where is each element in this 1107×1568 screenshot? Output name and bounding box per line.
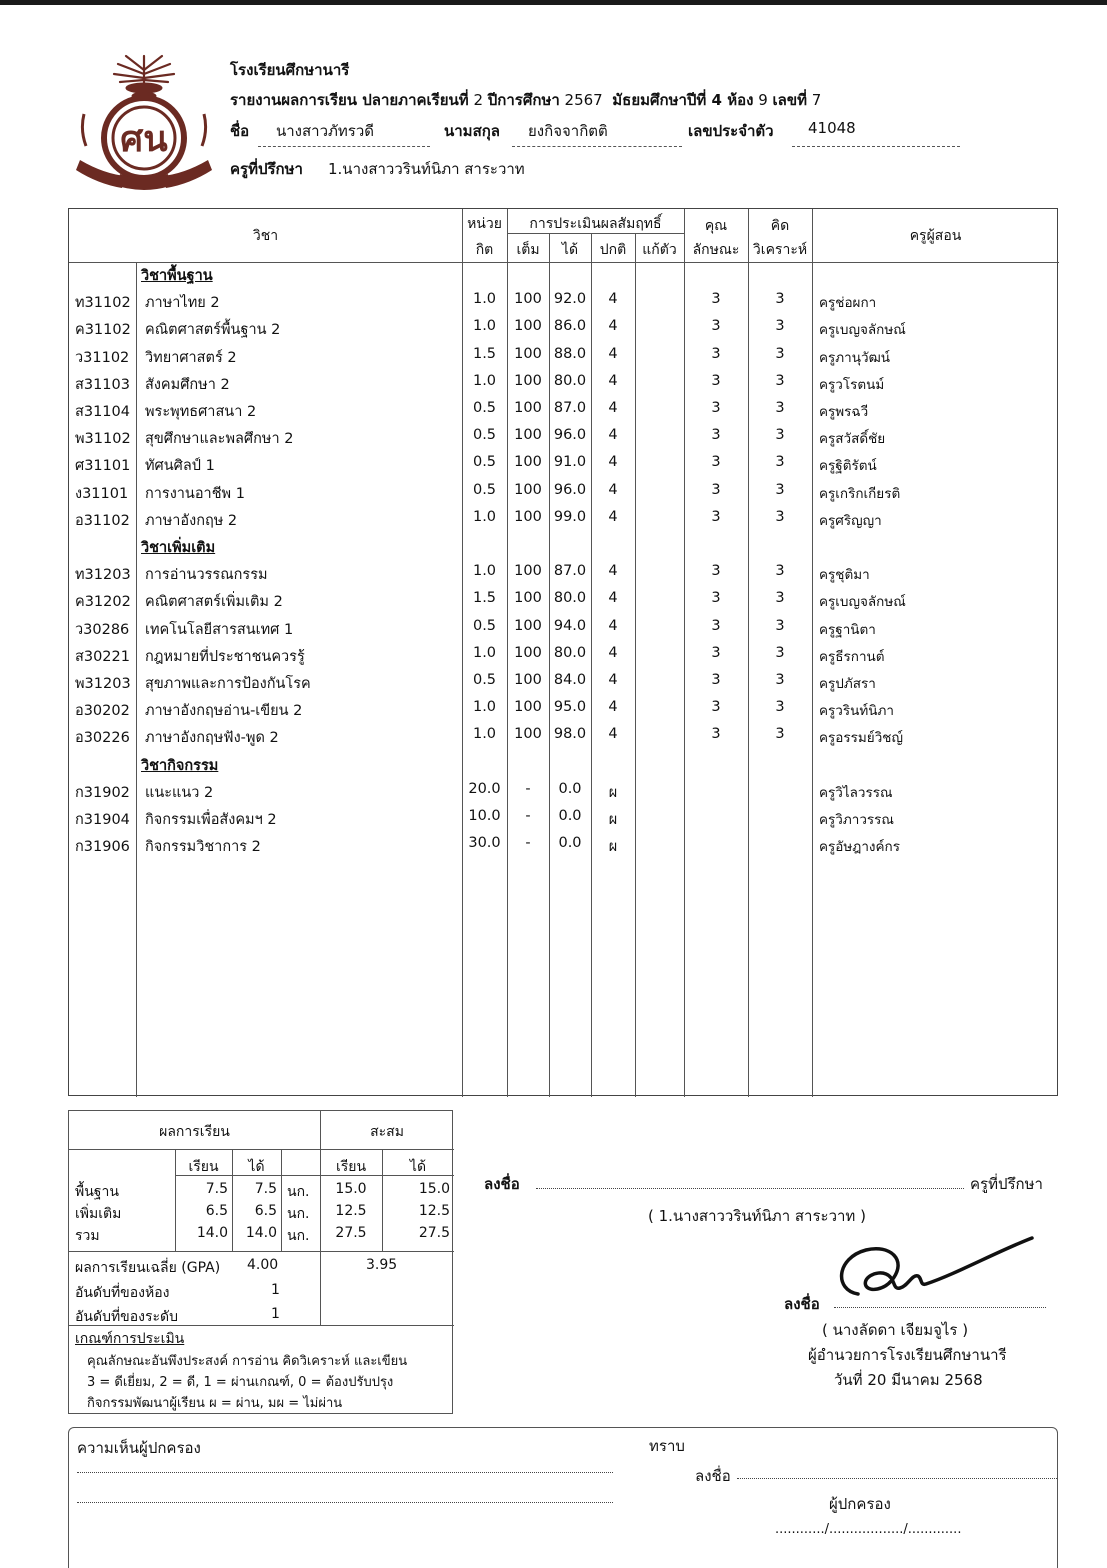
header-teacher: ครูผู้สอน (909, 228, 962, 244)
summary-box (68, 1110, 453, 1414)
subject-think: 3 (775, 291, 785, 308)
subject-score: 80.0 (553, 372, 587, 389)
subject-name: คณิตศาสตร์พื้นฐาน 2 (145, 322, 281, 339)
subject-teacher: ครูเบญจลักษณ์ (819, 322, 906, 339)
subject-full: 100 (514, 345, 542, 362)
subject-grade: 4 (608, 291, 618, 308)
subject-name: กฎหมายที่ประชาชนควรรู้ (145, 648, 305, 665)
subject-full: 100 (514, 726, 542, 743)
subject-name: ภาษาอังกฤษอ่าน-เขียน 2 (145, 703, 303, 720)
summary-study-header: เรียน (188, 1159, 219, 1175)
subject-score: 0.0 (558, 780, 582, 797)
subject-teacher: ครูภานุวัฒน์ (819, 349, 890, 366)
parent-opinion-line-2[interactable] (77, 1502, 613, 1503)
parent-opinion-line-1[interactable] (77, 1472, 613, 1473)
subject-grade: 4 (608, 372, 618, 389)
header-normal: ปกติ (599, 242, 627, 258)
subject-grade: 4 (608, 726, 618, 743)
summary-row-unit: นก. (287, 1206, 310, 1222)
subject-credit: 1.5 (472, 590, 497, 607)
subject-full: 100 (514, 672, 542, 688)
student-name: นางสาวภัทรวดี (276, 122, 374, 140)
subject-code: พ31102 (75, 431, 131, 448)
subject-grade: 4 (608, 400, 618, 416)
gpa-value: 4.00 (247, 1257, 279, 1273)
subject-code: ส31103 (75, 376, 130, 393)
rank-level-label: อันดับที่ของระดับ (75, 1309, 179, 1325)
subject-name: ทัศนศิลป์ 1 (145, 458, 215, 475)
subject-char: 3 (711, 699, 721, 716)
summary-row-acc-got: 12.5 (418, 1203, 450, 1219)
subject-teacher: ครูอรรมย์วิชญ์ (819, 730, 903, 747)
summary-row-acc-study: 12.5 (335, 1203, 367, 1219)
subject-char: 3 (711, 427, 721, 444)
subject-teacher: ครูชุติมา (819, 567, 870, 584)
summary-row-study: 6.5 (205, 1203, 228, 1219)
header-credit-2: กิต (475, 242, 494, 258)
subject-think: 3 (775, 481, 785, 498)
subject-teacher: ครูปภัสรา (819, 676, 876, 692)
rank-room-value: 1 (271, 1282, 280, 1298)
id-underline (792, 146, 960, 147)
subject-full: 100 (514, 318, 542, 335)
subject-name: การงานอาชีพ 1 (145, 485, 245, 502)
subject-code: ท31203 (75, 567, 131, 584)
subject-name: แนะแนว 2 (145, 784, 214, 801)
summary-row-label: เพิ่มเติม (75, 1206, 122, 1222)
subject-code: ก31904 (75, 812, 130, 828)
subject-char: 3 (711, 644, 721, 661)
svg-text:ศน: ศน (120, 119, 168, 160)
grades-table (68, 208, 1058, 1096)
subject-code: ว30286 (75, 621, 130, 638)
subject-name: กิจกรรมวิชาการ 2 (145, 839, 261, 856)
subject-credit: 0.5 (472, 400, 497, 416)
header-think-2: วิเคราะห์ (752, 242, 808, 258)
subject-think: 3 (775, 672, 785, 688)
subject-full: 100 (514, 372, 542, 389)
subject-code: ส31104 (75, 404, 130, 420)
director-sign-label: ลงชื่อ (784, 1295, 820, 1313)
summary-got-header: ได้ (248, 1159, 265, 1175)
subject-grade: 4 (608, 345, 618, 362)
header-fix: แก้ตัว (642, 242, 677, 258)
summary-row-acc-got: 27.5 (418, 1225, 450, 1241)
parent-opinion-box (68, 1427, 1058, 1568)
subject-code: อ31102 (75, 512, 130, 529)
director-role: ผู้อำนวยการโรงเรียนศึกษานารี (808, 1346, 1007, 1364)
header-got: ได้ (561, 242, 579, 258)
header-char-2: ลักษณะ (692, 242, 740, 258)
subject-score: 84.0 (553, 672, 587, 688)
parent-role: ผู้ปกครอง (829, 1495, 891, 1513)
surname-label: นามสกุล (444, 122, 500, 140)
subject-grade: 4 (608, 427, 618, 444)
subject-name: ภาษาไทย 2 (145, 295, 220, 312)
summary-accum-label: สะสม (370, 1124, 404, 1140)
subject-teacher: ครูวิภาวรรณ (819, 812, 894, 828)
subject-score: 94.0 (553, 617, 587, 634)
subject-name: สังคมศึกษา 2 (145, 376, 230, 393)
subject-char: 3 (711, 563, 721, 580)
student-id: 41048 (808, 119, 856, 137)
subject-teacher: ครูวรินท์นิภา (819, 703, 894, 720)
header-credit-1: หน่วย (467, 216, 502, 232)
subject-grade: 4 (608, 508, 618, 525)
subject-code: ว31102 (75, 349, 130, 366)
subject-score: 88.0 (553, 345, 587, 362)
subject-teacher: ครูศริญญา (819, 512, 882, 529)
subject-full: 100 (514, 291, 542, 308)
subject-grade: 4 (608, 318, 618, 335)
header-char-1: คุณ (704, 218, 728, 234)
subject-score: 92.0 (553, 291, 587, 308)
subject-grade: ผ (608, 812, 618, 828)
subject-name: กิจกรรมเพื่อสังคมฯ 2 (145, 812, 277, 828)
subject-credit: 0.5 (472, 454, 497, 471)
summary-row-study: 14.0 (196, 1225, 228, 1241)
subject-full: 100 (514, 508, 542, 525)
summary-acc-study-header: เรียน (335, 1159, 367, 1175)
subject-full: 100 (514, 563, 542, 580)
summary-row-got: 7.5 (254, 1181, 277, 1197)
subject-think: 3 (775, 508, 785, 525)
subject-credit: 1.5 (472, 345, 497, 362)
subject-think: 3 (775, 454, 785, 471)
subject-score: 0.0 (558, 808, 582, 824)
summary-row-acc-got: 15.0 (418, 1181, 450, 1197)
subject-teacher: ครูเกริกเกียรติ (819, 485, 901, 502)
subject-grade: 4 (608, 699, 618, 716)
subject-char: 3 (711, 481, 721, 498)
subject-char: 3 (711, 508, 721, 525)
school-name: โรงเรียนศึกษานารี (230, 61, 350, 79)
subject-credit: 0.5 (472, 481, 497, 498)
subject-score: 96.0 (553, 427, 587, 444)
subject-think: 3 (775, 590, 785, 607)
summary-row-got: 6.5 (254, 1203, 277, 1219)
advisor-name: 1.นางสาววรินท์นิภา สาระวาท (328, 160, 525, 178)
subject-full: 100 (514, 590, 542, 607)
subject-score: 99.0 (553, 508, 587, 525)
subject-code: ง31101 (75, 485, 129, 502)
subject-teacher: ครูฐิติรัตน์ (819, 458, 877, 475)
header-assessment: การประเมินผลสัมฤทธิ์ (529, 216, 662, 232)
subject-code: ค31102 (75, 322, 131, 339)
subject-credit: 1.0 (472, 508, 497, 525)
id-label: เลขประจำตัว (688, 122, 774, 140)
subject-score: 87.0 (553, 400, 587, 416)
subject-code: อ30202 (75, 703, 130, 720)
summary-row-acc-study: 15.0 (335, 1181, 367, 1197)
subject-credit: 20.0 (468, 780, 501, 797)
parent-sign-label: ลงชื่อ (695, 1467, 731, 1485)
parent-date: ............/................../............. (775, 1522, 962, 1537)
subject-name: พระพุทธศาสนา 2 (145, 404, 257, 420)
subject-think: 3 (775, 563, 785, 580)
advisor-label: ครูที่ปรึกษา (230, 160, 303, 178)
subject-code: ส30221 (75, 648, 130, 665)
section-title: วิชากิจกรรม (141, 757, 219, 774)
subject-teacher: ครูสวัสดิ์ชัย (819, 431, 886, 448)
sign-date: วันที่ 20 มีนาคม 2568 (834, 1371, 983, 1389)
subject-full: 100 (514, 481, 542, 498)
subject-full: 100 (514, 400, 542, 416)
section-title: วิชาพื้นฐาน (141, 268, 213, 284)
surname-underline (512, 146, 682, 147)
criteria-line-3: กิจกรรมพัฒนาผู้เรียน ผ = ผ่าน, มผ = ไม่ผ่าน (87, 1396, 343, 1411)
summary-row-label: รวม (75, 1228, 100, 1244)
subject-think: 3 (775, 400, 785, 416)
subject-grade: 4 (608, 454, 618, 471)
subject-score: 96.0 (553, 481, 587, 498)
subject-name: ภาษาอังกฤษ 2 (145, 512, 238, 529)
summary-row-acc-study: 27.5 (335, 1225, 367, 1241)
subject-code: ก31906 (75, 839, 130, 856)
subject-full: 100 (514, 454, 542, 471)
subject-teacher: ครูฐานิตา (819, 621, 876, 638)
subject-grade: 4 (608, 590, 618, 607)
rank-room-label: อันดับที่ของห้อง (75, 1285, 170, 1301)
summary-row-got: 14.0 (245, 1225, 277, 1241)
subject-name: การอ่านวรรณกรรม (145, 567, 268, 584)
subject-credit: 1.0 (472, 644, 497, 661)
subject-full: - (525, 808, 531, 824)
subject-score: 80.0 (553, 590, 587, 607)
advisor-sign-name: ( 1.นางสาววรินท์นิภา สาระวาท ) (648, 1207, 866, 1225)
rank-level-value: 1 (271, 1306, 280, 1322)
subject-score: 0.0 (558, 835, 582, 852)
subject-grade: 4 (608, 617, 618, 634)
subject-credit: 30.0 (468, 835, 501, 852)
subject-full: - (525, 835, 531, 852)
subject-teacher: ครูวโรตนม์ (819, 376, 885, 393)
subject-code: ศ31101 (75, 458, 131, 475)
subject-name: ภาษาอังกฤษฟัง-พูด 2 (145, 730, 279, 747)
subject-grade: 4 (608, 481, 618, 498)
subject-teacher: ครูเบญจลักษณ์ (819, 594, 906, 611)
subject-credit: 0.5 (472, 617, 497, 634)
subject-credit: 1.0 (472, 291, 497, 308)
subject-char: 3 (711, 291, 721, 308)
subject-code: อ30226 (75, 730, 130, 747)
summary-row-label: พื้นฐาน (75, 1184, 119, 1200)
subject-grade: 4 (608, 644, 618, 661)
subject-think: 3 (775, 726, 785, 743)
subject-grade: 4 (608, 672, 618, 688)
report-title: รายงานผลการเรียน ปลายภาคเรียนที่ 2 ปีการศึกษา 2567 มัธยมศึกษาปีที่ 4 ห้อง 9 เลขที่ 7 (230, 91, 822, 109)
subject-char: 3 (711, 454, 721, 471)
subject-teacher: ครูพรฉวี (819, 404, 869, 420)
subject-think: 3 (775, 372, 785, 389)
subject-grade: 4 (608, 563, 618, 580)
subject-name: สุขภาพและการป้องกันโรค (145, 676, 311, 692)
subject-teacher: ครูอัษฎางค์กร (819, 839, 900, 856)
subject-code: ก31902 (75, 784, 130, 801)
subject-credit: 1.0 (472, 726, 497, 743)
summary-results-label: ผลการเรียน (159, 1124, 230, 1140)
gpa-label: ผลการเรียนเฉลี่ย (GPA) (75, 1260, 221, 1276)
subject-full: 100 (514, 427, 542, 444)
summary-row-unit: นก. (287, 1228, 310, 1244)
subject-teacher: ครูวิไลวรรณ (819, 784, 893, 801)
subject-credit: 1.0 (472, 318, 497, 335)
parent-opinion-label: ความเห็นผู้ปกครอง (77, 1439, 201, 1457)
subject-char: 3 (711, 318, 721, 335)
subject-code: ท31102 (75, 295, 131, 312)
subject-full: 100 (514, 644, 542, 661)
summary-row-unit: นก. (287, 1184, 310, 1200)
subject-char: 3 (711, 726, 721, 743)
subject-grade: ผ (608, 784, 618, 801)
advisor-sign-line (536, 1188, 964, 1189)
subject-name: วิทยาศาสตร์ 2 (145, 349, 237, 366)
subject-full: - (525, 780, 531, 797)
header-full: เต็ม (516, 242, 540, 258)
subject-char: 3 (711, 372, 721, 389)
subject-score: 87.0 (553, 563, 587, 580)
subject-think: 3 (775, 345, 785, 362)
subject-char: 3 (711, 590, 721, 607)
advisor-role: ครูที่ปรึกษา (970, 1175, 1043, 1193)
name-label: ชื่อ (230, 122, 250, 140)
summary-acc-got-header: ได้ (409, 1159, 427, 1175)
director-sign-line (834, 1307, 1046, 1308)
subject-think: 3 (775, 318, 785, 335)
advisor-sign-label: ลงชื่อ (484, 1175, 520, 1193)
subject-full: 100 (514, 617, 542, 634)
criteria-title: เกณฑ์การประเมิน (75, 1331, 185, 1347)
subject-think: 3 (775, 617, 785, 634)
director-name: ( นางลัดดา เจียมจูไร ) (822, 1321, 969, 1339)
subject-credit: 10.0 (468, 808, 501, 824)
top-border (0, 0, 1107, 5)
school-seal-icon (74, 50, 214, 192)
subject-think: 3 (775, 644, 785, 661)
subject-score: 95.0 (553, 699, 587, 716)
subject-char: 3 (711, 400, 721, 416)
parent-ack-label: ทราบ (649, 1437, 685, 1455)
subject-score: 86.0 (553, 318, 587, 335)
subject-full: 100 (514, 699, 542, 716)
subject-credit: 0.5 (472, 672, 497, 688)
subject-credit: 1.0 (472, 372, 497, 389)
header-subject: วิชา (252, 228, 279, 244)
criteria-line-2: 3 = ดีเยี่ยม, 2 = ดี, 1 = ผ่านเกณฑ์, 0 = ต้องปรับปรุง (87, 1375, 394, 1390)
subject-name: สุขศึกษาและพลศึกษา 2 (145, 431, 294, 448)
subject-grade: ผ (608, 839, 618, 856)
parent-sign-line[interactable] (737, 1478, 1057, 1479)
subject-credit: 1.0 (472, 563, 497, 580)
director-signature-icon (826, 1230, 1036, 1310)
subject-name: เทคโนโลยีสารสนเทศ 1 (145, 621, 294, 638)
student-surname: ยงกิจจากิตติ (528, 122, 608, 140)
name-underline (258, 146, 430, 147)
subject-score: 98.0 (553, 726, 587, 743)
subject-score: 91.0 (553, 454, 587, 471)
header-think-1: คิด (770, 218, 790, 234)
subject-score: 80.0 (553, 644, 587, 661)
subject-char: 3 (711, 672, 721, 688)
subject-char: 3 (711, 345, 721, 362)
subject-credit: 0.5 (472, 427, 497, 444)
summary-row-study: 7.5 (205, 1181, 228, 1197)
subject-teacher: ครูธีรกานต์ (819, 648, 885, 665)
gpa-accum-value: 3.95 (366, 1257, 398, 1273)
subject-code: ค31202 (75, 594, 131, 611)
subject-teacher: ครูช่อผกา (819, 295, 877, 312)
subject-credit: 1.0 (472, 699, 497, 716)
section-title: วิชาเพิ่มเติม (141, 540, 216, 556)
subject-code: พ31203 (75, 676, 131, 692)
subject-name: คณิตศาสตร์เพิ่มเติม 2 (145, 594, 283, 611)
criteria-line-1: คุณลักษณะอันพึงประสงค์ การอ่าน คิดวิเคราะห์ และเขียน (87, 1354, 408, 1369)
subject-char: 3 (711, 617, 721, 634)
subject-think: 3 (775, 427, 785, 444)
subject-think: 3 (775, 699, 785, 716)
